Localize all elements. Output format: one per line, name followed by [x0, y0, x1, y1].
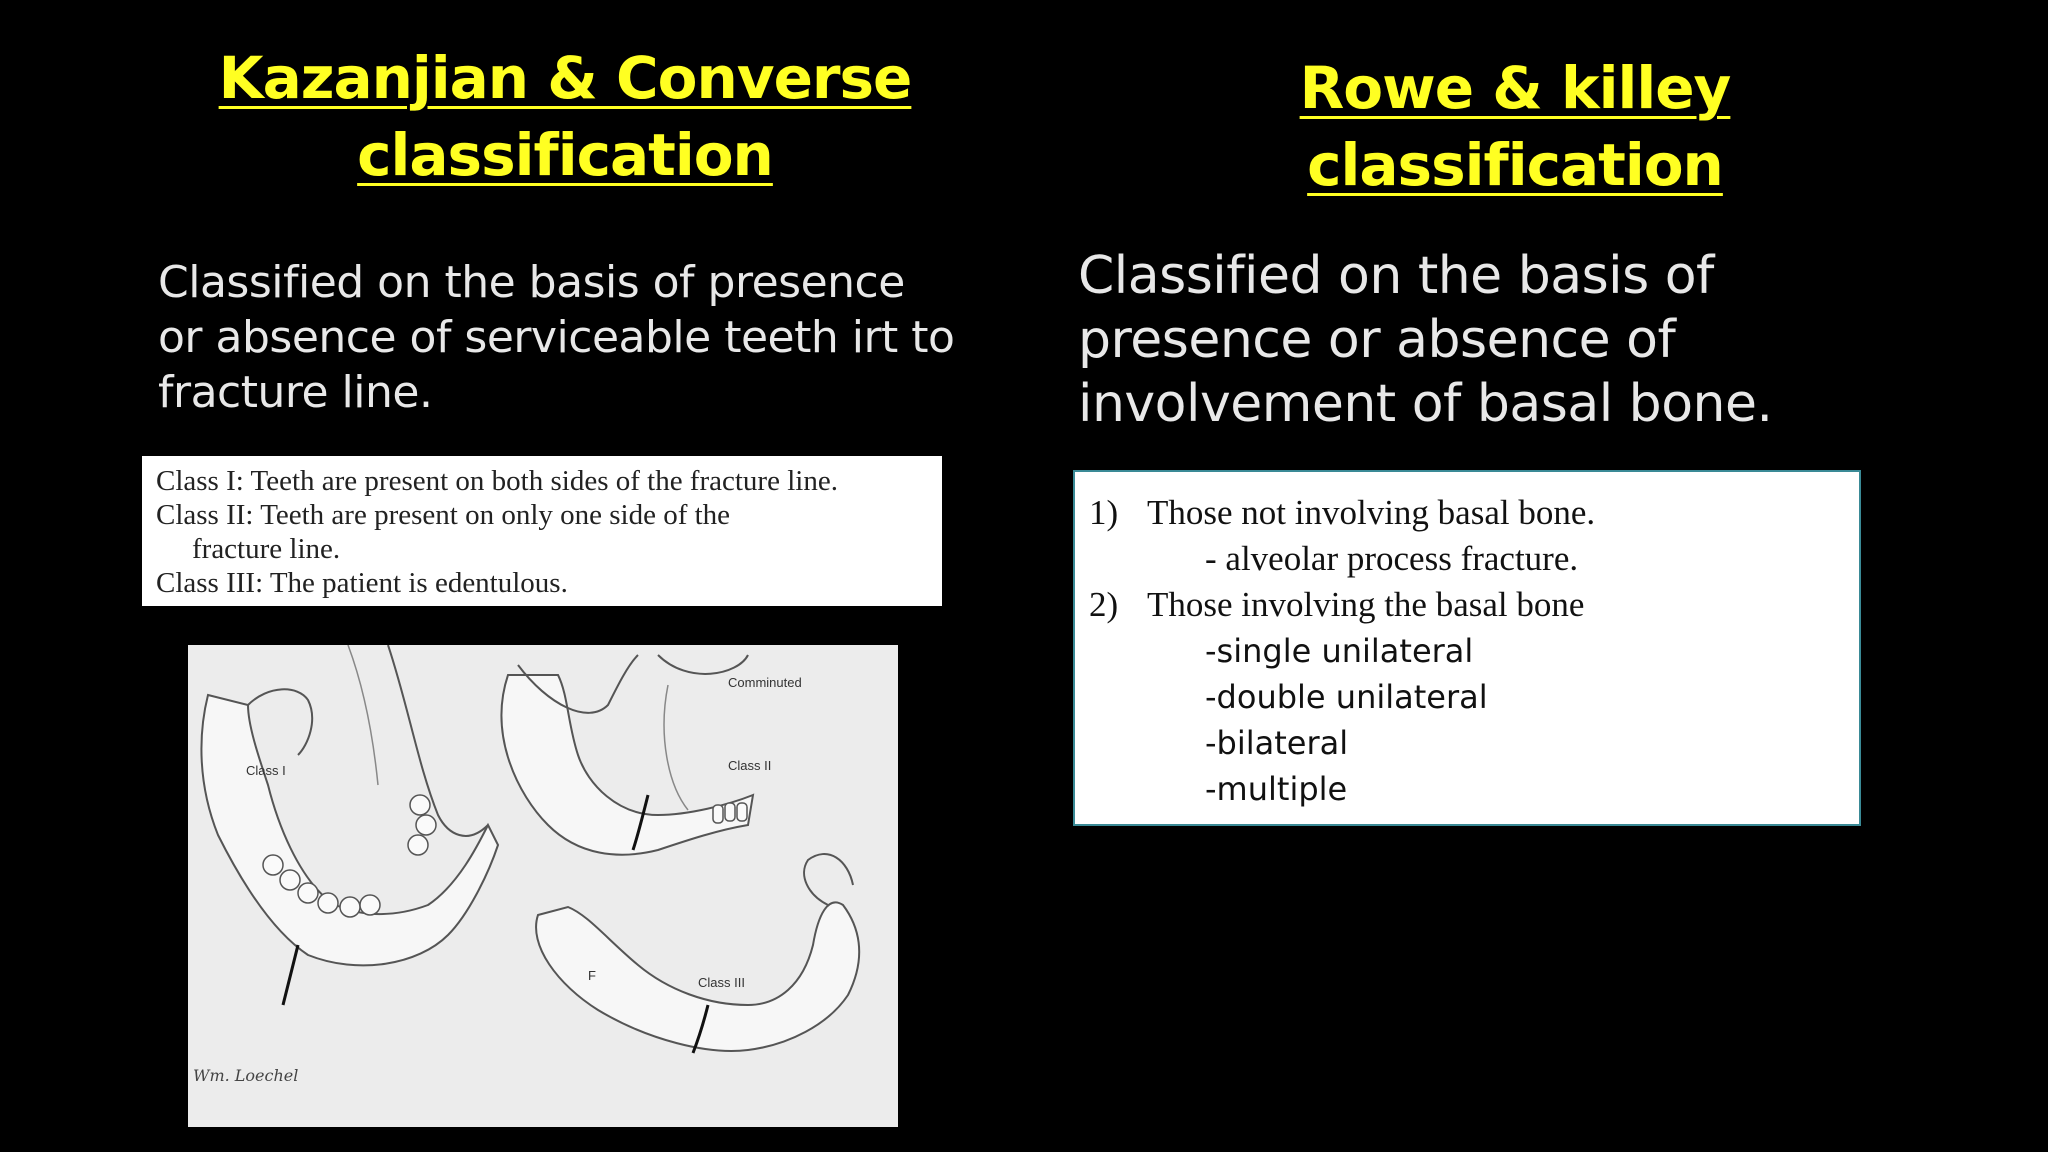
list-item-1-text: Those not involving basal bone.: [1147, 493, 1596, 532]
class-ii-text-cont: fracture line.: [192, 533, 341, 565]
figure-label-class3: Class III: [698, 975, 745, 990]
list-item-2-sub-single-unilateral: -single unilateral: [1205, 632, 1474, 670]
list-item-1-number: 1): [1089, 493, 1119, 532]
list-item-2-text: Those involving the basal bone: [1147, 585, 1585, 624]
list-item-2-number: 2): [1089, 585, 1119, 624]
mandible-drawing: [188, 645, 898, 1127]
kazanjian-heading-line2: classification: [357, 120, 773, 189]
list-item-1: [1089, 490, 1859, 536]
rowe-description-line1: Classified on the basis of: [1078, 246, 1714, 306]
rowe-description-line2: presence or absence of: [1078, 310, 1676, 370]
kazanjian-description: Classified on the basis of presence or absence of serviceable teeth irt to fracture line.: [158, 257, 955, 418]
artist-signature: Wm. Loechel: [193, 1066, 299, 1085]
class-ii-text: Class II: Teeth are present on only one side of the: [156, 499, 731, 531]
kazanjian-heading-line1: Kazanjian & Converse: [218, 44, 912, 112]
rowe-description-line3: involvement of basal bone.: [1078, 374, 1773, 434]
rowe-description: [1078, 244, 1898, 436]
rowe-killey-list-box: [1073, 470, 1861, 826]
figure-label-class2: Class II: [728, 758, 772, 773]
list-item-2-sub-double-unilateral: -double unilateral: [1205, 678, 1488, 716]
rowe-killey-heading: Rowe & killey classification: [1299, 54, 1731, 199]
list-item-2-sub-multiple: -multiple: [1205, 770, 1348, 808]
kazanjian-class-box: [142, 456, 942, 606]
figure-label-comminuted: Comminuted: [728, 675, 802, 690]
kazanjian-converse-heading: [170, 40, 960, 193]
class-iii-text: Class III: The patient is edentulous.: [156, 567, 568, 599]
class-i-text: Class I: Teeth are present on both sides of the fracture line.: [156, 465, 838, 497]
list-item-2: [1089, 582, 1859, 628]
list-item-2-sub-bilateral: -bilateral: [1205, 724, 1349, 762]
figure-label-class1: Class I: [246, 763, 286, 778]
mandible-fracture-illustration: [188, 645, 898, 1127]
list-item-1-sub: - alveolar process fracture.: [1205, 539, 1579, 578]
figure-label-f: F: [588, 968, 596, 983]
